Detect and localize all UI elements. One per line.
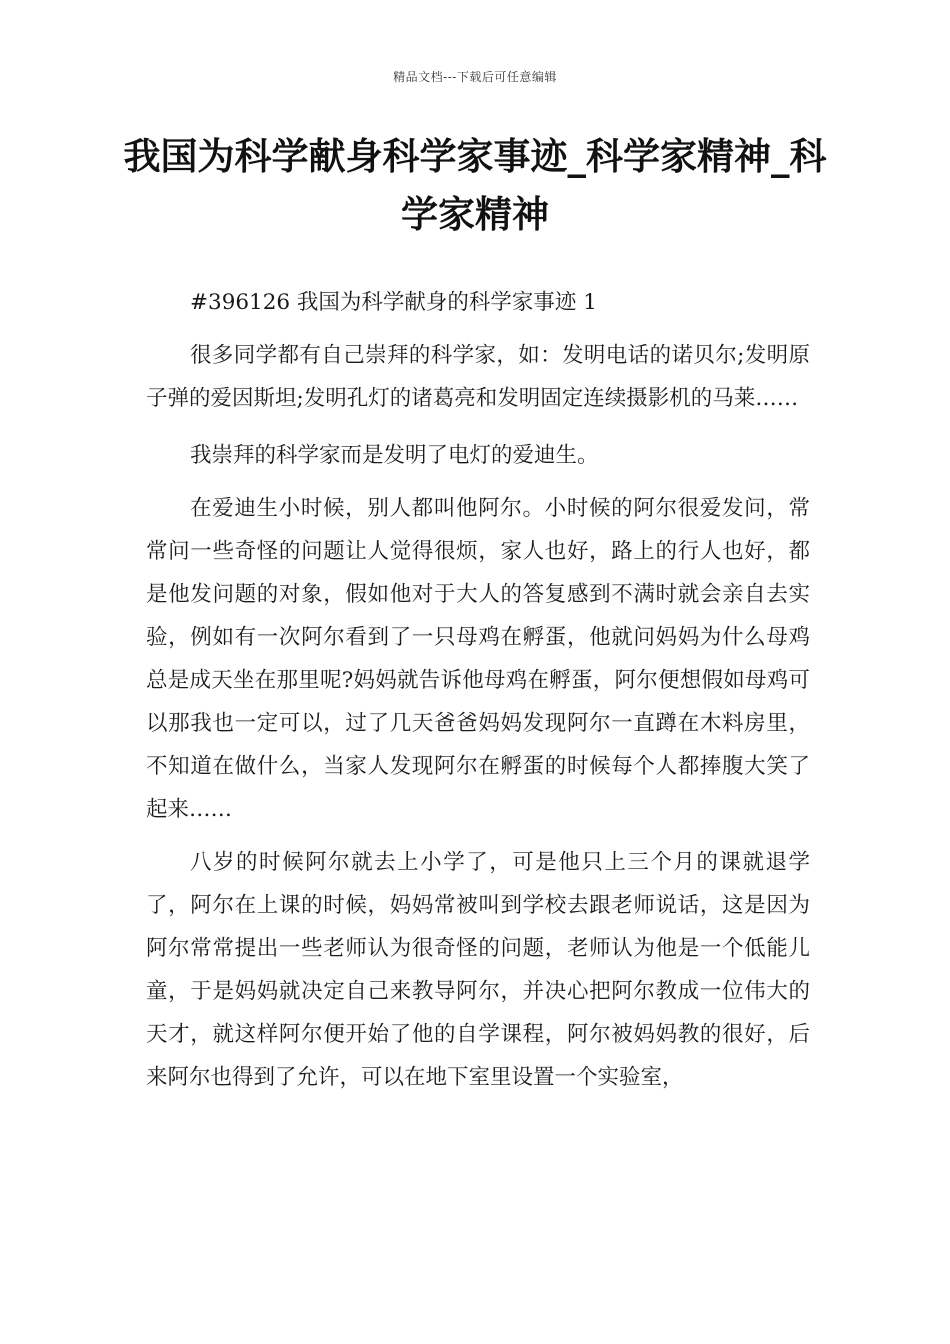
paragraph: 八岁的时候阿尔就去上小学了，可是他只上三个月的课就退学了，阿尔在上课的时候，妈妈常被叫到学校去跟老师说话，这是因为阿尔常常提出一些老师认为很奇怪的问题，老师认为他是一个低能儿童，于是妈妈就决定自己来教导阿尔，并决心把阿尔教成一位伟大的天才，就这样阿尔便开始了他的自学课程，阿尔被妈妈教的很好，后来阿尔也得到了允许，可以在地下室里设置一个实验室，	[146, 850, 810, 1090]
document-title: 我国为科学献身科学家事迹_科学家精神_科学家精神	[123, 135, 827, 236]
paragraph: 在爱迪生小时候，别人都叫他阿尔。小时候的阿尔很爱发问，常常问一些奇怪的问题让人觉得很烦，家人也好，路上的行人也好，都是他发问题的对象，假如他对于大人的答复感到不满时就会亲自去实验，例如有一次阿尔看到了一只母鸡在孵蛋，他就问妈妈为什么母鸡总是成天坐在那里呢?妈妈就告诉他母鸡在孵蛋，阿尔便想假如母鸡可以那我也一定可以，过了几天爸爸妈妈发现阿尔一直蹲在木料房里，不知道在做什么，当家人发现阿尔在孵蛋的时候每个人都捧腹大笑了起来……	[146, 496, 810, 822]
paragraph-heading: #396126 我国为科学献身的科学家事迹 1	[190, 290, 597, 315]
paragraph: 我崇拜的科学家而是发明了电灯的爱迪生。	[190, 443, 599, 468]
document-body	[146, 281, 810, 1099]
header-note: 精品文档---下载后可任意编辑	[393, 70, 557, 84]
paragraph: 很多同学都有自己崇拜的科学家，如：发明电话的诺贝尔;发明原子弹的爱因斯坦;发明孔灯的诸葛亮和发明固定连续摄影机的马莱……	[146, 343, 810, 411]
